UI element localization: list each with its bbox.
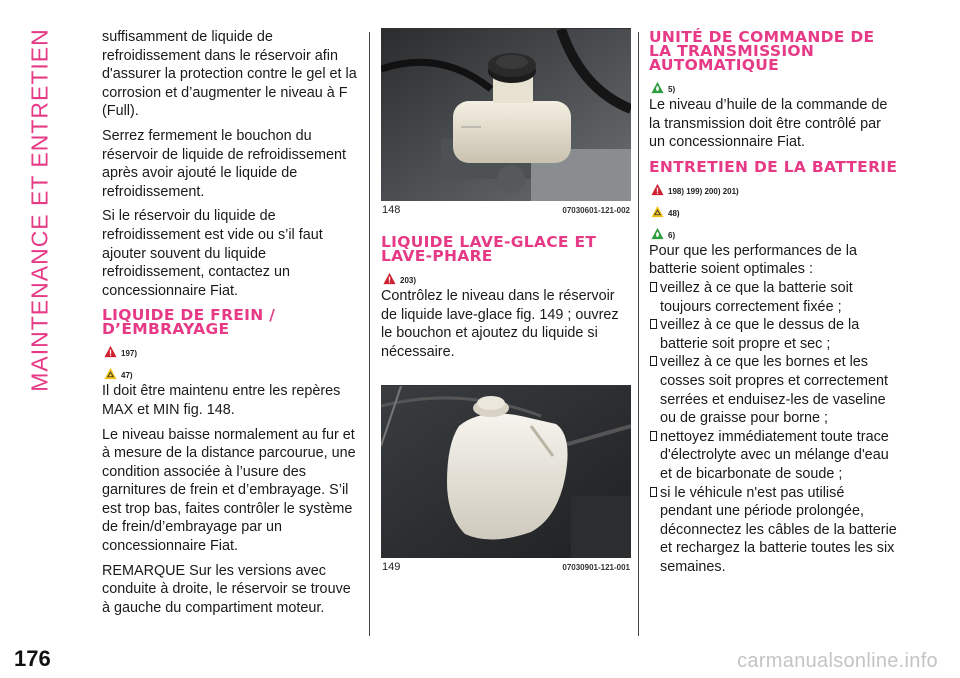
list-item-text: veillez à ce que la batterie soit toujours correctement fixée ; <box>660 279 853 315</box>
column-divider <box>369 32 370 636</box>
section-heading-transmission: UNITÉ DE COMMANDE DE LA TRANSMISSION AUTOMATIQUE <box>649 28 875 74</box>
figure-code: 07030601-121-002 <box>562 205 630 215</box>
environment-reference[interactable] <box>651 74 899 94</box>
bullet-square-icon <box>650 487 657 497</box>
list-item <box>649 428 899 484</box>
environment-reference-number: 5) <box>668 85 676 94</box>
paragraph: suffisamment de liquide de refroidissement dans le réservoir afin d'assurer la protection contre le gel et la corrosion et d’augmenter le niveau à F (Full). <box>102 29 357 120</box>
brake-fluid-reservoir-photo <box>381 29 631 201</box>
figure-number: 149 <box>382 561 401 574</box>
section-heading-washer-fluid: LIQUIDE LAVE-GLACE ET LAVE-PHARE <box>381 233 597 265</box>
watermark: carmanualsonline.info <box>737 650 938 672</box>
section-heading-battery: ENTRETIEN DE LA BATTERIE <box>649 157 898 176</box>
warning-reference-number: 197) <box>121 349 138 359</box>
figure-149 <box>381 385 631 576</box>
caution-triangle-icon <box>651 205 664 218</box>
warning-triangle-icon <box>651 183 664 196</box>
warning-reference[interactable] <box>383 265 631 285</box>
caution-reference-number: 48) <box>668 208 680 218</box>
bullet-square-icon <box>650 431 657 441</box>
figure-caption <box>381 201 631 219</box>
paragraph: Le niveau d’huile de la commande de la transmission doit être contrôlé par un concessionnaire Fiat. <box>649 97 888 151</box>
paragraph: Si le réservoir du liquide de refroidissement est vide ou s’il faut ajouter souvent du liquide refroidissement, contactez un concessionnaire Fiat. <box>102 208 323 299</box>
washer-fluid-reservoir-photo <box>381 386 631 558</box>
caution-reference[interactable] <box>651 198 899 218</box>
bullet-square-icon <box>650 356 657 366</box>
section-title-vertical <box>20 30 60 390</box>
column-left <box>102 28 360 623</box>
list-item-text: veillez à ce que les bornes et les cosses soit propres et correctement serrées et enduisez-les de vaseline ou de graisse pour borne ; <box>660 354 888 427</box>
warning-reference-number: 198) 199) 200) 201) <box>668 186 739 196</box>
list-item-text: veillez à ce que le dessus de la batterie soit propre et sec ; <box>660 317 860 352</box>
section-title-text: MAINTENANCE ET ENTRETIEN <box>26 28 53 392</box>
warning-triangle-icon <box>383 272 396 285</box>
warning-reference-number: 203) <box>400 276 417 285</box>
environment-reference[interactable] <box>651 220 899 240</box>
list-item <box>649 353 899 427</box>
figure-number: 148 <box>382 204 401 216</box>
environment-reference-number: 6) <box>668 230 676 240</box>
warning-reference[interactable] <box>651 176 899 196</box>
list-item <box>649 316 899 353</box>
paragraph: Il doit être maintenu entre les repères MAX et MIN fig. 148. <box>102 383 341 418</box>
column-right <box>649 28 899 576</box>
figure-caption <box>381 558 631 576</box>
figure-148 <box>381 28 631 219</box>
paragraph: REMARQUE Sur les versions avec conduite à droite, le réservoir se trouve à gauche du compartiment moteur. <box>102 562 351 616</box>
caution-reference-number: 47) <box>121 371 133 381</box>
column-divider <box>638 32 639 636</box>
page-number: 176 <box>14 646 51 671</box>
paragraph: Pour que les performances de la batterie soient optimales : <box>649 242 857 278</box>
paragraph: Serrez fermement le bouchon du réservoir de liquide de refroidissement après avoir ajouté le liquide de refroidissement. <box>102 127 346 200</box>
warning-triangle-icon <box>104 345 117 358</box>
bullet-square-icon <box>650 319 657 329</box>
caution-reference[interactable] <box>104 360 360 380</box>
list-item-text: si le véhicule n'est pas utilisé pendant une période prolongée, déconnectez les câbles de la batterie et rechargez la batterie toutes les six semaines. <box>660 484 897 575</box>
list-item <box>649 279 899 316</box>
list-item <box>649 484 899 577</box>
environment-leaf-icon <box>651 81 664 94</box>
environment-leaf-icon <box>651 227 664 240</box>
paragraph: Contrôlez le niveau dans le réservoir de liquide lave-glace fig. 149 ; ouvrez le bouchon et ajoutez du liquide si nécessaire. <box>381 288 619 360</box>
list-item-text: nettoyez immédiatement toute trace d'électrolyte avec un mélange d'eau et de bicarbonate de soude ; <box>660 428 889 482</box>
figure-code: 07030901-121-001 <box>562 562 630 572</box>
paragraph: Le niveau baisse normalement au fur et à mesure de la distance parcourue, une condition associée à l’usure des garnitures de frein et d’embrayage. S’il est trop bas, faites contrôler le système de frein/d’embrayage par un concessionnaire Fiat. <box>102 426 356 555</box>
caution-triangle-icon <box>104 367 117 380</box>
section-heading-brake-fluid: LIQUIDE DE FREIN / D’EMBRAYAGE <box>102 306 276 339</box>
warning-reference[interactable] <box>104 338 360 358</box>
bullet-square-icon <box>650 282 657 292</box>
column-middle <box>381 28 631 576</box>
